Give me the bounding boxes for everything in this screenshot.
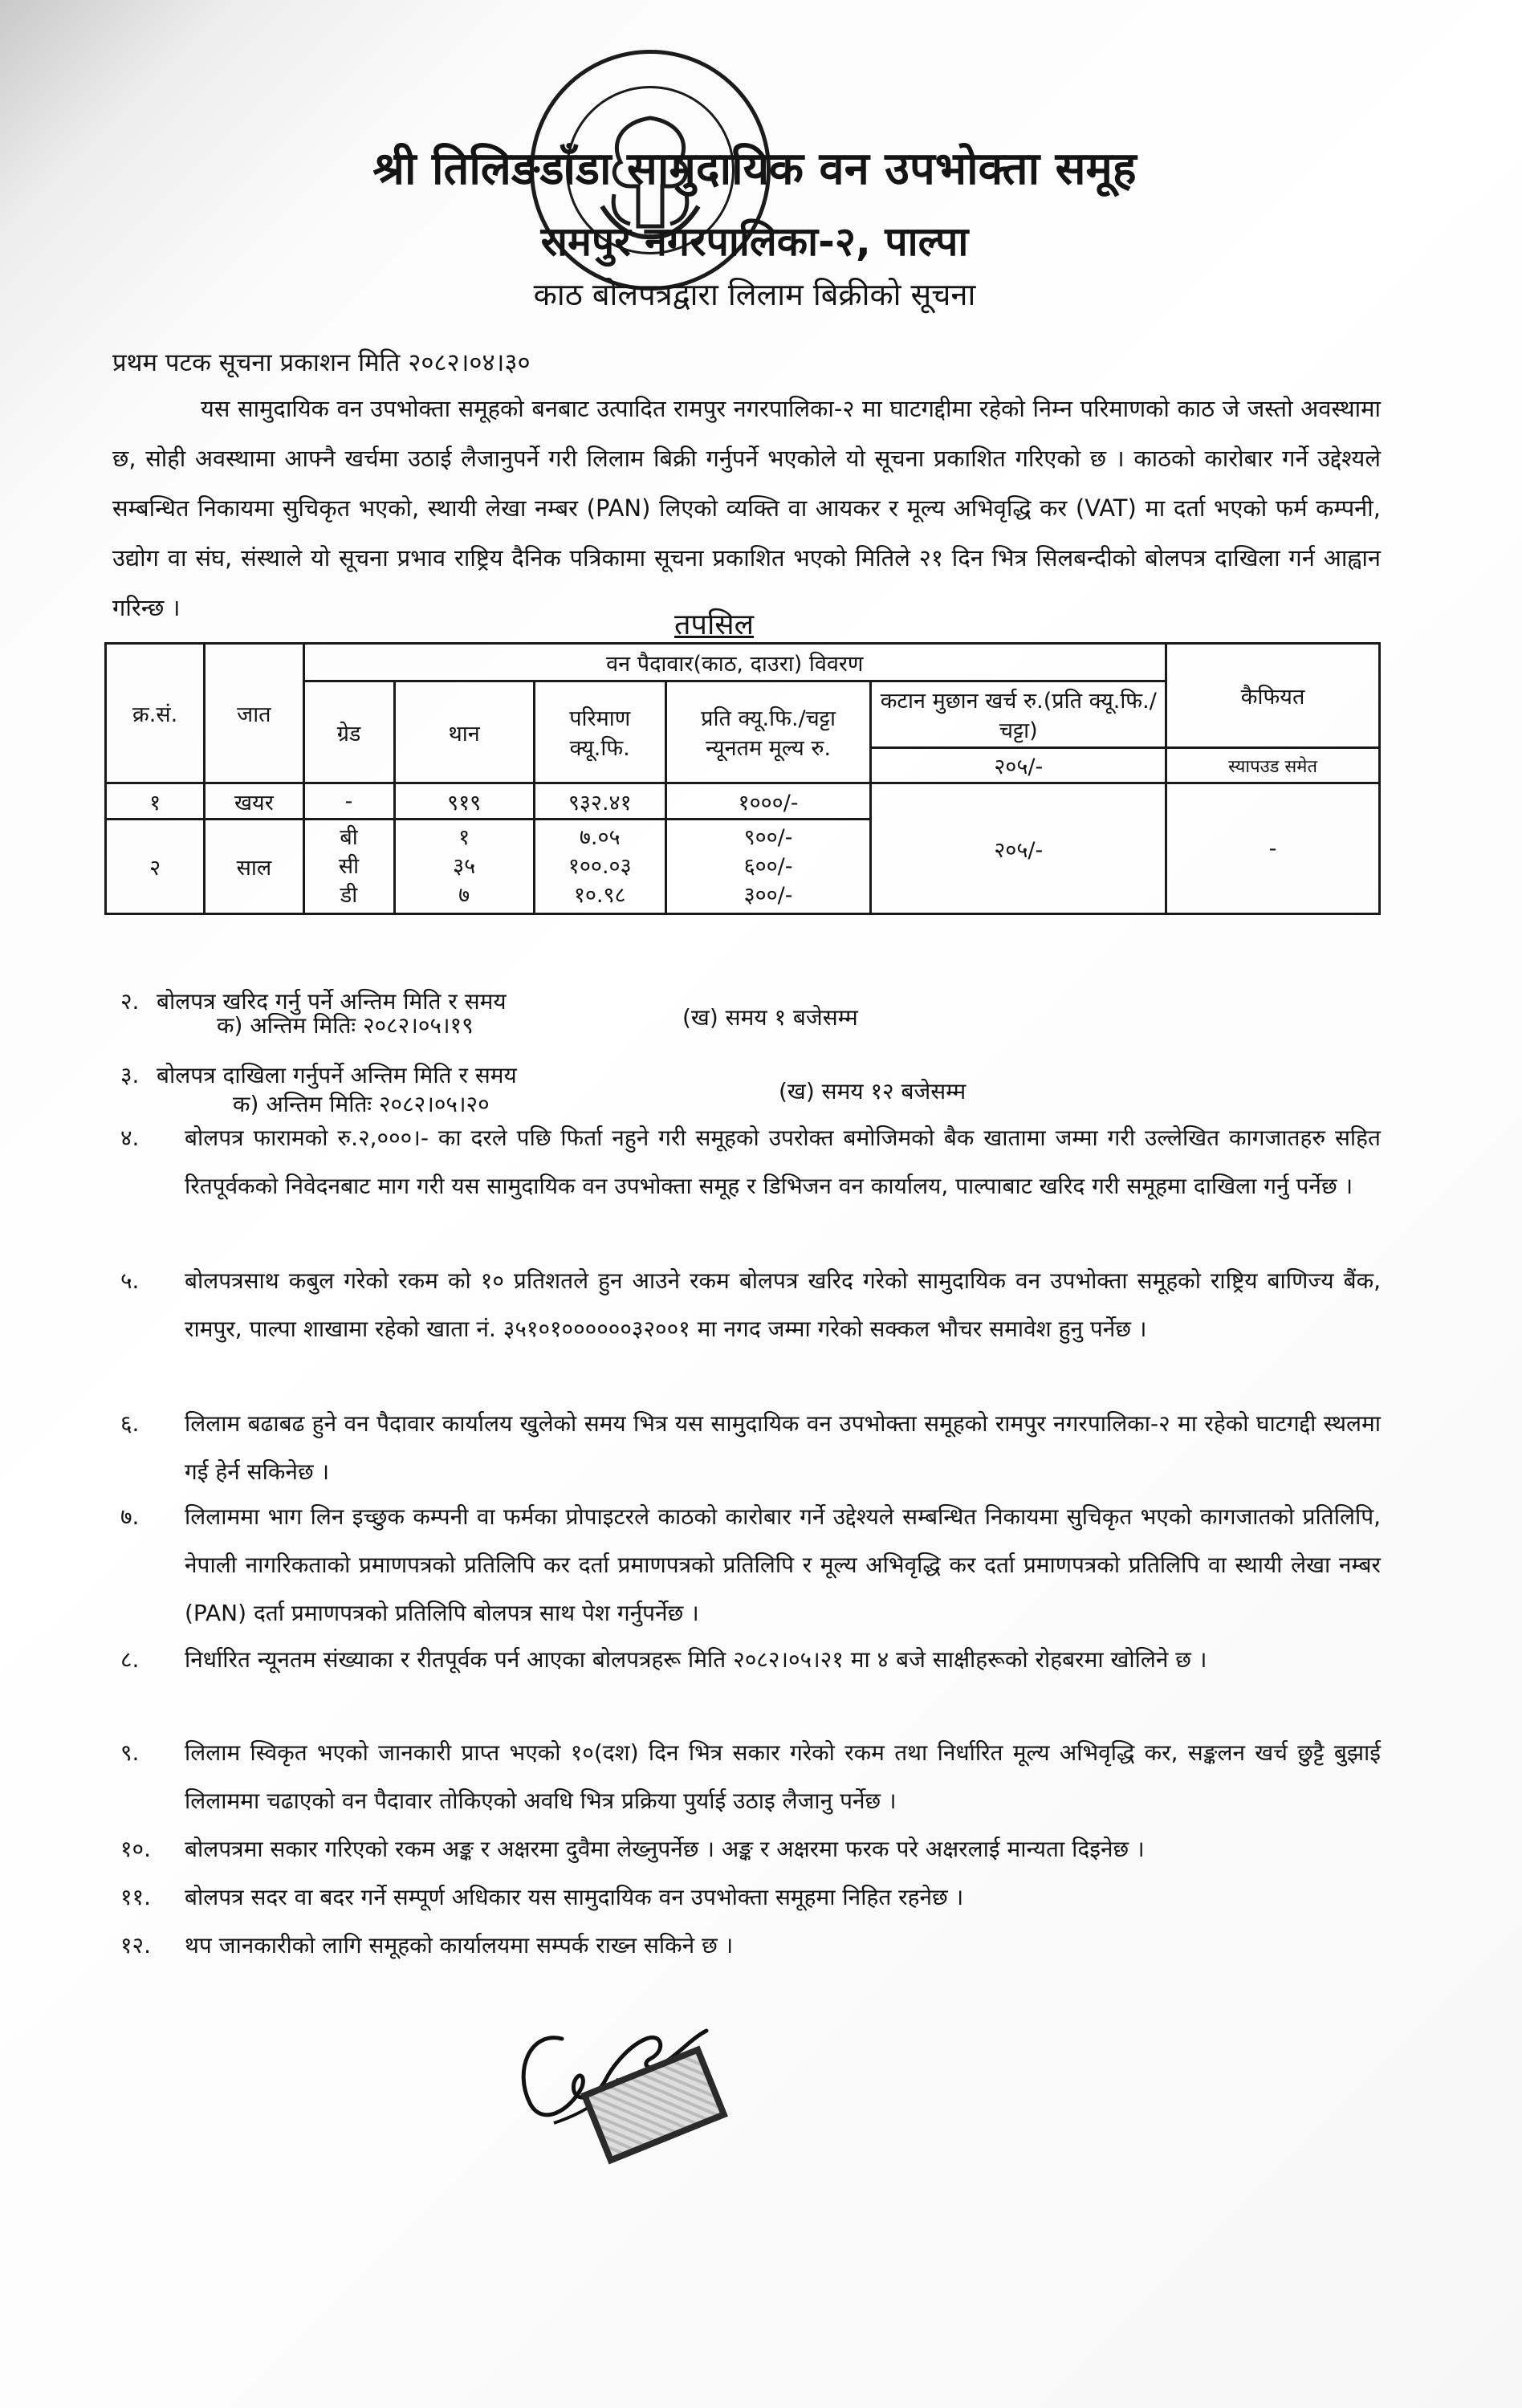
quantity-value: १०.९८ [573,882,626,908]
row1-sn: १ [106,783,205,820]
publication-date: प्रथम पटक सूचना प्रकाशन मिति २०८२।०४।३० [112,348,531,377]
row2-sn: २ [106,820,205,914]
grade-value: बी [340,824,358,850]
municipality-line: रामपुर नगरपालिका-२, पाल्पा [540,218,969,265]
item3-date: क) अन्तिम मितिः २०८२।०५।२० [233,1091,490,1117]
grade-value: डी [340,882,358,908]
row2-remarks: - [1166,783,1380,914]
item-number: ३. [120,1062,140,1088]
item-text: बोलपत्र फारामको रु.२,०००।- का दरले पछि फिर्ता नहुने गरी समूहको उपरोक्त बमोजिमको बैक खातामा जम्मा गरी उल्लेखित कागजातहरु सहित रितपूर्वकको निवेदनबाट माग गरी यस सामुदायिक वन उपभोक्ता समूह र डिभिजन वन कार्यालय, पाल्पाबाट खरिद गरी समूहमा दाखिला गर्नु पर्नेछ । [185,1125,1381,1199]
item-number: ५. [120,1267,140,1294]
item-text: बोलपत्र दाखिला गर्नुपर्ने अन्तिम मिति र समय [157,1062,517,1088]
header-quantity: परिमाण क्यू.फि. [534,681,665,783]
header-grade: ग्रेड [303,681,394,783]
notice-title: काठ बोलपत्रद्वारा लिलाम बिक्रीको सूचना [533,277,976,312]
list-item [120,1257,1381,1353]
header-remarks: कैफियत [1166,644,1380,748]
list-item [120,1400,1381,1496]
item-text: बोलपत्रसाथ कबुल गरेको रकम को १० प्रतिशतले हुन आउने रकम बोलपत्र खरिद गरेको सामुदायिक वन उपभोक्ता समूहको राष्ट्रिय बाणिज्य बैंक, रामपुर, पाल्पा शाखामा रहेको खाता नं. ३५१०१००००००३२००१ मा नगद जम्मा गरेको सक्कल भौचर समावेश हुनु पर्नेछ । [185,1267,1381,1342]
item-number: २. [120,988,140,1015]
header-group: वन पैदावार(काठ, दाउरा) विवरण [303,644,1166,681]
pieces-value: १ [458,824,470,850]
item-number: ७. [120,1503,140,1530]
item-text: बोलपत्र सदर वा बदर गर्ने सम्पूर्ण अधिकार यस सामुदायिक वन उपभोक्ता समूहमा निहित रहनेछ । [185,1884,964,1910]
row1-species: खयर [205,783,303,820]
row2-pieces [394,820,534,914]
price-value: ९००/- [743,824,793,850]
row1-quantity: ९३२.४१ [534,783,665,820]
header-cutting-cost-value: २०५/- [871,748,1166,783]
item-number: १२. [120,1932,152,1959]
item-number: ९. [120,1739,140,1766]
item-number: ११. [120,1884,152,1910]
item-text: बोलपत्रमा सकार गरिएको रकम अङ्क र अक्षरमा दुवैमा लेख्नुपर्नेछ । अङ्क र अक्षरमा फरक परे अक्षरलाई मान्यता दिइनेछ । [185,1836,1145,1862]
item-text: लिलाम बढाबढ हुने वन पैदावार कार्यालय खुलेको समय भित्र यस सामुदायिक वन उपभोक्ता समूहको रामपुर नगरपालिका-२ मा रहेको घाटगद्दी स्थलमा गई हेर्न सकिनेछ । [185,1410,1381,1485]
row2-species: साल [205,820,303,914]
list-item [120,1825,1381,1873]
quantity-value: १००.०३ [568,853,632,879]
item-number: १०. [120,1836,152,1862]
header-species: जात [205,644,303,783]
item-number: ८. [120,1646,140,1673]
item-text: लिलाम स्विकृत भएको जानकारी प्राप्त भएको १०(दश) दिन भित्र सकार गरेको रकम तथा निर्धारित मूल्य अभिवृद्धि कर, सङ्कलन खर्च छुट्टै बुझाई लिलाममा चढाएको वन पैदावार तोकिएको अवधि भित्र प्रक्रिया पुर्याई उठाइ लैजानु पर्नेछ । [185,1739,1381,1814]
item3-time: (ख) समय १२ बजेसम्म [779,1078,967,1104]
list-item [120,1114,1381,1210]
quantity-value: ७.०५ [579,824,621,850]
header-remarks-value: स्यापउड समेत [1166,748,1380,783]
item2-date: क) अन्तिम मितिः २०८२।०५।१९ [217,1012,474,1039]
item-number: ६. [120,1410,140,1437]
timber-details-table [104,642,1381,915]
row2-grades [303,820,394,914]
row2-cutting-cost: २०५/- [871,783,1166,914]
pieces-value: ७ [458,882,470,908]
item-text: थप जानकारीको लागि समूहको कार्यालयमा सम्पर्क राख्न सकिने छ । [185,1932,734,1959]
header-sn: क्र.सं. [106,644,205,783]
header-cutting-cost: कटान मुछान खर्च रु.(प्रति क्यू.फि./चट्टा) [871,681,1166,748]
list-item [120,1729,1381,1825]
table-caption: तपसिल [674,608,755,641]
row1-pieces: ९१९ [394,783,534,820]
pieces-value: ३५ [453,853,476,879]
item-text: निर्धारित न्यूनतम संख्याका र रीतपूर्वक पर्न आएका बोलपत्रहरू मिति २०८२।०५।२१ मा ४ बजे साक्षीहरूको रोहबरमा खोलिने छ । [185,1646,1207,1673]
row2-quantities [534,820,665,914]
list-item [120,1493,1381,1637]
header-min-price: प्रति क्यू.फि./चट्टा न्यूनतम मूल्य रु. [665,681,871,783]
price-value: ३००/- [743,882,793,908]
item2-time: (ख) समय १ बजेसम्म [682,1004,858,1031]
list-item [120,1636,1381,1684]
organization-name: श्री तिलिङडाँडा सामुदायिक वन उपभोक्ता समूह [372,143,1137,195]
item-text: लिलाममा भाग लिन इच्छुक कम्पनी वा फर्मका प्रोपाइटरले काठको कारोबार गर्ने उद्देश्यले सम्बन्धित निकायमा सुचिकृत भएको कागजातको प्रतिलिपि, नेपाली नागरिकताको प्रमाणपत्रको प्रतिलिपि कर दर्ता प्रमाणपत्रको प्रतिलिपि र मूल्य अभिवृद्धि कर दर्ता प्रमाणपत्रको प्रतिलिपि वा स्थायी लेखा नम्बर (PAN) दर्ता प्रमाणपत्रको प्रतिलिपि बोलपत्र साथ पेश गर्नुपर्नेछ । [185,1503,1381,1626]
item-number: ४. [120,1125,140,1151]
item-text: बोलपत्र खरिद गर्नु पर्ने अन्तिम मिति र समय [157,988,507,1015]
table-row [106,783,1380,820]
list-item [120,1873,1381,1922]
row1-min-price: १०००/- [665,783,871,820]
list-item [120,1922,1381,1970]
intro-paragraph: यस सामुदायिक वन उपभोक्ता समूहको बनबाट उत्पादित रामपुर नगरपालिका-२ मा घाटगद्दीमा रहेको निम्न परिमाणको काठ जे जस्तो अवस्थामा छ, सोही अवस्थामा आफ्नै खर्चमा उठाई लैजानुपर्ने गरी लिलाम बिक्री गर्नुपर्ने भएकोले यो सूचना प्रकाशित गरिएको छ । काठको कारोबार गर्ने उद्देश्यले सम्बन्धित निकायमा सुचिकृत भएको, स्थायी लेखा नम्बर (PAN) लिएको व्यक्ति वा आयकर र मूल्य अभिवृद्धि कर (VAT) मा दर्ता भएको फर्म कम्पनी, उद्योग वा संघ, संस्थाले यो सूचना प्रभाव राष्ट्रिय दैनिक पत्रिकामा सूचना प्रकाशित भएको मितिले २१ दिन भित्र सिलबन्दीको बोलपत्र दाखिला गर्न आह्वान गरिन्छ । [112,395,1381,621]
header-pieces: थान [394,681,534,783]
row2-min-prices [665,820,871,914]
row1-grade: - [303,783,394,820]
grade-value: सी [338,853,360,879]
price-value: ६००/- [743,853,793,879]
